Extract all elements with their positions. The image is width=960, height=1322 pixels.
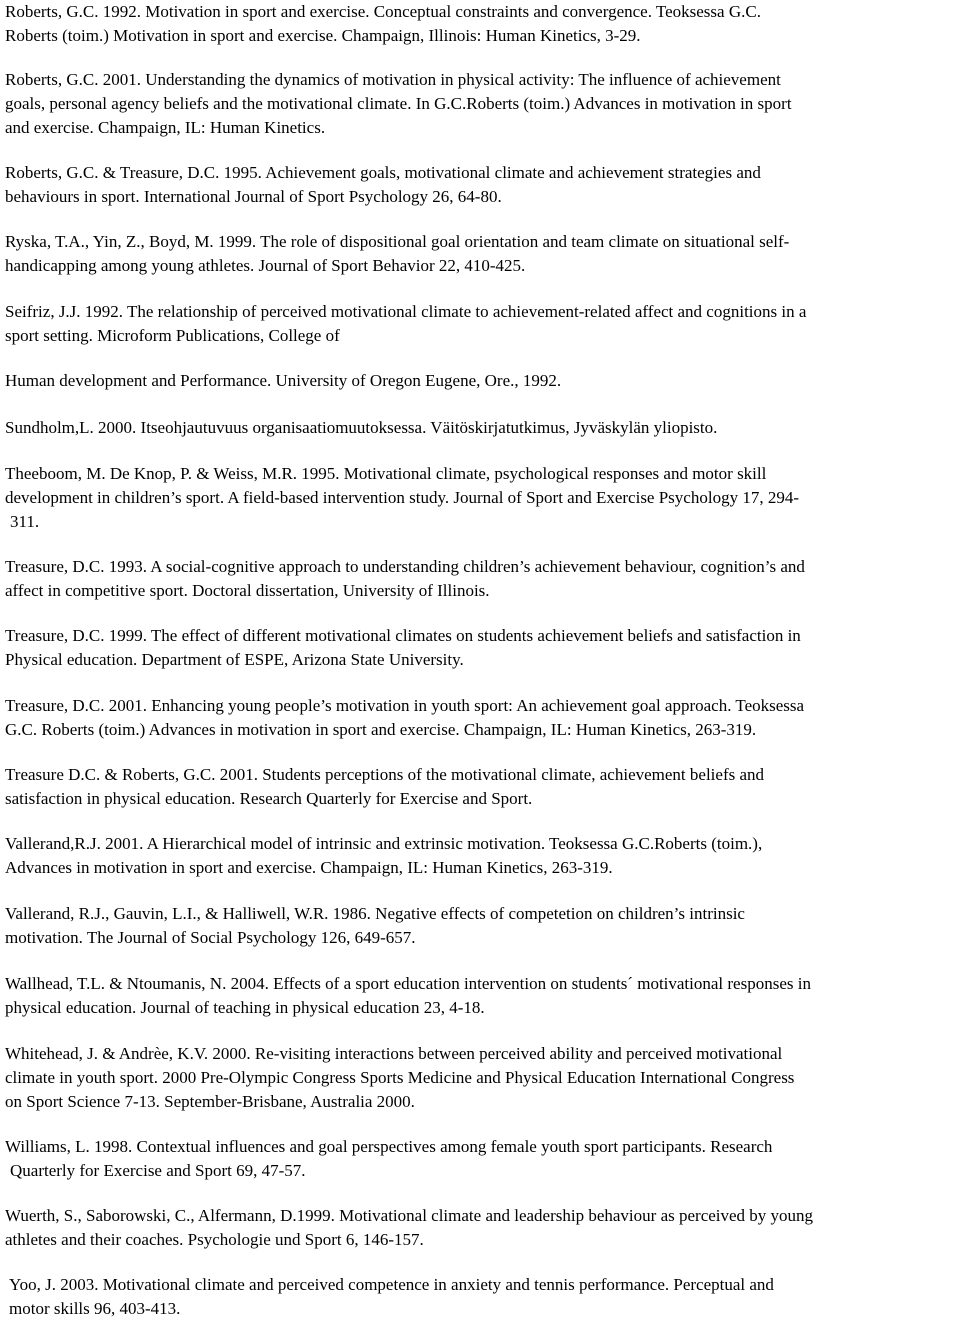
reference-entry: Roberts, G.C. 1992. Motivation in sport and exercise. Conceptual constraints and convergence. Teoksessa G.C. Roberts (toim.) Motivation in sport and exercise. Champaign, Illinois: Human Kinetics, 3-29. xyxy=(5,2,761,45)
reference-entry: Seifriz, J.J. 1992. The relationship of perceived motivational climate to achievement-related affect and cognitions in a sport setting. Microform Publications, College of xyxy=(5,302,807,345)
reference-entry: Vallerand, R.J., Gauvin, L.I., & Halliwell, W.R. 1986. Negative effects of competetion on children’s intrinsic motivation. The Journal of Social Psychology 126, 649-657. xyxy=(5,904,745,947)
reference-entry: Wallhead, T.L. & Ntoumanis, N. 2004. Effects of a sport education intervention on students´ motivational responses in physical education. Journal of teaching in physical education 23, 4-18. xyxy=(5,974,811,1017)
reference-entry: Wuerth, S., Saborowski, C., Alfermann, D.1999. Motivational climate and leadership behaviour as perceived by young athletes and their coaches. Psychologie und Sport 6, 146-157. xyxy=(5,1206,814,1249)
reference-entry: Theeboom, M. De Knop, P. & Weiss, M.R. 1995. Motivational climate, psychological responses and motor skill development in children’s sport. A field-based intervention study. Journal of Sport and Exercise Psychology 17, 294- 311. xyxy=(5,464,799,531)
reference-entry: Whitehead, J. & Andrèe, K.V. 2000. Re-visiting interactions between perceived ability and perceived motivational climate in youth sport. 2000 Pre-Olympic Congress Sports Medicine and Physical Education International Congress on Sport Science 7-13. September-Brisbane, Australia 2000. xyxy=(5,1044,795,1111)
reference-entry: Roberts, G.C. & Treasure, D.C. 1995. Achievement goals, motivational climate and achievement strategies and behaviours in sport. International Journal of Sport Psychology 26, 64-80. xyxy=(5,163,761,206)
reference-entry: Sundholm,L. 2000. Itseohjautuvuus organisaatiomuutoksessa. Väitöskirjatutkimus, Jyväskylän yliopisto. xyxy=(5,418,718,437)
reference-entry: Human development and Performance. University of Oregon Eugene, Ore., 1992. xyxy=(5,371,562,390)
reference-entry: Treasure, D.C. 2001. Enhancing young people’s motivation in youth sport: An achievement goal approach. Teoksessa G.C. Roberts (toim.) Advances in motivation in sport and exercise. Champaign, IL: Human Kinetics, 263-319. xyxy=(5,696,805,739)
reference-entry: Yoo, J. 2003. Motivational climate and perceived competence in anxiety and tennis performance. Perceptual and motor skills 96, 403-413. xyxy=(9,1275,774,1318)
reference-entry: Treasure, D.C. 1999. The effect of different motivational climates on students achievement beliefs and satisfaction in Physical education. Department of ESPE, Arizona State University. xyxy=(5,626,801,669)
reference-entry: Treasure, D.C. 1993. A social-cognitive approach to understanding children’s achievement behaviour, cognition’s and affect in competitive sport. Doctoral dissertation, University of Illinois. xyxy=(5,557,805,600)
reference-entry: Treasure D.C. & Roberts, G.C. 2001. Students perceptions of the motivational climate, achievement beliefs and satisfaction in physical education. Research Quarterly for Exercise and Sport. xyxy=(5,765,765,808)
reference-entry: Williams, L. 1998. Contextual influences and goal perspectives among female youth sport participants. Research Quarterly for Exercise and Sport 69, 47-57. xyxy=(5,1137,773,1180)
reference-entry: Ryska, T.A., Yin, Z., Boyd, M. 1999. The role of dispositional goal orientation and team climate on situational self- handicapping among young athletes. Journal of Sport Behavior 22, 410-425. xyxy=(5,232,790,275)
reference-entry: Vallerand,R.J. 2001. A Hierarchical model of intrinsic and extrinsic motivation. Teoksessa G.C.Roberts (toim.), Advances in motivation in sport and exercise. Champaign, IL: Human Kinetics, 263-319. xyxy=(5,834,763,877)
reference-entry: Roberts, G.C. 2001. Understanding the dynamics of motivation in physical activity: The influence of achievement goals, personal agency beliefs and the motivational climate. In G.C.Roberts (toim.) Advances in motivation in sport and exercise. Champaign, IL: Human Kinetics. xyxy=(5,70,792,137)
